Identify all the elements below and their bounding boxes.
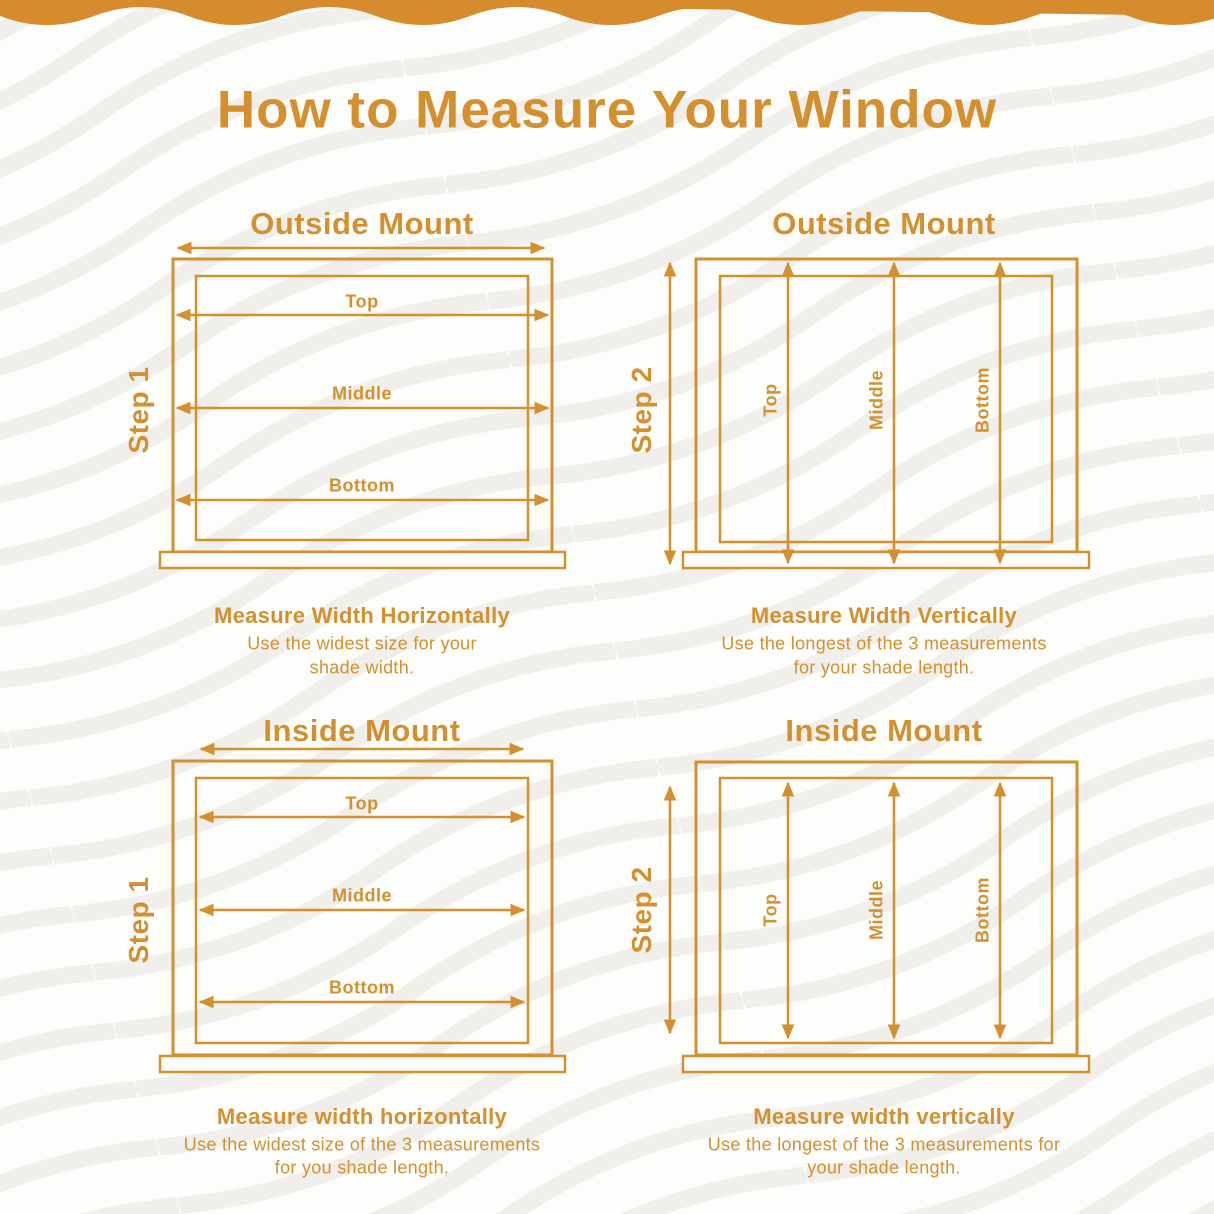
- arrow-label-bottom: Bottom: [972, 367, 993, 433]
- arrow-label-top: Top: [345, 793, 379, 814]
- top-wave-band: [0, 0, 1214, 40]
- arrow-label-bottom: Bottom: [329, 475, 395, 496]
- arrow-label-middle: Middle: [332, 383, 392, 404]
- arrow-label-top: Top: [760, 893, 781, 927]
- panel-title: Inside Mount: [263, 713, 461, 748]
- caption-line: shade width.: [309, 657, 415, 678]
- caption-line: for your shade length.: [793, 657, 975, 678]
- caption-title: Measure Width Horizontally: [213, 603, 511, 628]
- arrow-label-bottom: Bottom: [972, 877, 993, 943]
- caption-line: for you shade length.: [274, 1157, 450, 1178]
- panel-title: Outside Mount: [250, 206, 474, 241]
- caption-line: Use the widest size for your: [247, 633, 477, 654]
- arrow-label-bottom: Bottom: [329, 977, 395, 998]
- step-label: Step 2: [626, 366, 657, 454]
- arrow-label-top: Top: [760, 383, 781, 417]
- window-diagram-inside-horizontal: [105, 740, 595, 1084]
- window-sill: [160, 1056, 565, 1072]
- window-diagram-outside-horizontal: [105, 236, 595, 580]
- window-sill: [683, 552, 1089, 568]
- caption-title: Measure width vertically: [753, 1104, 1015, 1129]
- step-label: Step 1: [123, 876, 154, 964]
- caption-title: Measure width horizontally: [216, 1104, 508, 1129]
- arrow-label-middle: Middle: [866, 370, 887, 430]
- page-title: How to Measure Your Window: [216, 80, 998, 140]
- step-label: Step 1: [123, 366, 154, 454]
- window-sill: [683, 1056, 1089, 1072]
- panel-title: Outside Mount: [772, 206, 996, 241]
- arrow-label-middle: Middle: [866, 880, 887, 940]
- caption-line: Use the widest size of the 3 measurements: [183, 1134, 541, 1155]
- arrow-label-top: Top: [345, 291, 379, 312]
- arrow-label-middle: Middle: [332, 885, 392, 906]
- caption-title: Measure Width Vertically: [750, 603, 1018, 628]
- caption-line: Use the longest of the 3 measurements for: [707, 1134, 1061, 1155]
- caption-line: Use the longest of the 3 measurements: [721, 633, 1047, 654]
- step-label: Step 2: [626, 866, 657, 954]
- window-sill: [160, 552, 565, 568]
- caption-line: your shade length.: [807, 1157, 961, 1178]
- panel-title: Inside Mount: [785, 713, 983, 748]
